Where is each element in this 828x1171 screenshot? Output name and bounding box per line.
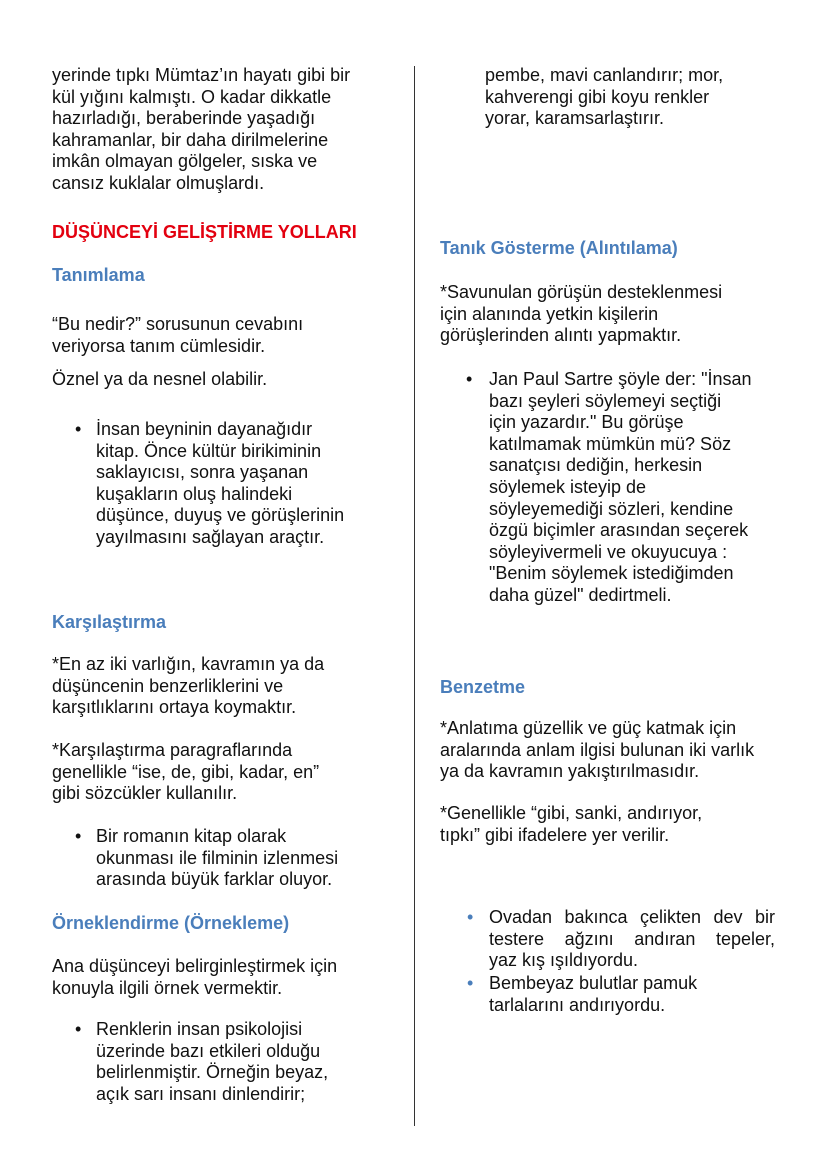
text-line: yaz kış ışıldıyordu. <box>489 950 639 971</box>
bullet-item <box>489 369 752 607</box>
bullet-item <box>96 419 344 549</box>
paragraph <box>52 740 319 805</box>
section-heading-tanik: Tanık Gösterme (Alıntılama) <box>440 238 678 258</box>
text-line: düşünce, duyuş ve görüşlerinin <box>96 505 345 526</box>
bullet-item <box>96 826 338 891</box>
text-line: yorar, karamsarlaştırır. <box>485 108 665 129</box>
text-line: testere ağzını andıran tepeler, <box>489 928 775 949</box>
text-line: imkân olmayan gölgeler, sıska ve <box>52 151 318 172</box>
text-line: kahverengi gibi koyu renkler <box>485 86 710 107</box>
text-line: kuşakların oluş halindeki <box>96 483 293 504</box>
text-line: söyleyivermeli ve okuyucuya : <box>489 541 728 562</box>
text-line: konuyla ilgili örnek vermektir. <box>52 977 283 998</box>
section-heading-orneklendirme: Örneklendirme (Örnekleme) <box>52 913 290 933</box>
text-line: üzerinde bazı etkileri olduğu <box>96 1040 321 1061</box>
text-line: açık sarı insanı dinlendirir; <box>96 1083 306 1104</box>
text-line: Bembeyaz bulutlar pamuk <box>489 973 698 993</box>
text-line: *Savunulan görüşün desteklenmesi <box>440 282 723 302</box>
text-line: katılmamak mümkün mü? Söz <box>489 433 732 454</box>
paragraph <box>440 803 702 846</box>
text-line: özgü biçimler arasından seçerek <box>489 520 749 541</box>
text-line: veriyorsa tanım cümlesidir. <box>52 335 266 356</box>
bullet-item <box>96 1019 328 1105</box>
main-heading: DÜŞÜNCEYİ GELİŞTİRME YOLLARI <box>52 222 357 242</box>
bullet-icon: • <box>467 973 474 993</box>
text-line: pembe, mavi canlandırır; mor, <box>485 65 724 85</box>
text-line: düşüncenin benzerliklerini ve <box>52 675 284 696</box>
text-line: Ovadan bakınca çelikten dev bir <box>489 907 775 927</box>
text-line: için alanında yetkin kişilerin <box>440 303 659 324</box>
text-line: gibi sözcükler kullanılır. <box>52 783 238 804</box>
text-line: genellikle “ise, de, gibi, kadar, en” <box>52 761 320 782</box>
section-heading-karsilastirma: Karşılaştırma <box>52 612 167 632</box>
text-line: Ana düşünceyi belirginleştirmek için <box>52 956 338 976</box>
bullet-icon: • <box>75 826 82 846</box>
paragraph <box>440 718 754 783</box>
text-line: sanatçısı dediğin, herkesin <box>489 455 703 476</box>
text-line: hazırladığı, beraberinde yaşadığı <box>52 108 316 129</box>
text-line: kahramanlar, bir daha dirilmelerine <box>52 129 329 150</box>
paragraph <box>52 956 337 999</box>
text-line: tarlalarını andırıyordu. <box>489 994 666 1015</box>
text-line: kül yığını kalmıştı. O kadar dikkatle <box>52 86 332 107</box>
bullet-icon: • <box>75 419 82 439</box>
intro-paragraph <box>52 65 350 195</box>
text-line: İnsan beyninin dayanağıdır <box>96 419 313 439</box>
paragraph <box>440 282 722 347</box>
section-heading-benzetme: Benzetme <box>440 677 526 697</box>
bullet-item <box>489 973 697 1016</box>
bullet-icon: • <box>466 369 473 389</box>
text-line: yerinde tıpkı Mümtaz’ın hayatı gibi bir <box>52 65 351 85</box>
text-line: cansız kuklalar olmuşlardı. <box>52 172 265 193</box>
bullet-continuation <box>485 65 723 130</box>
text-line: kitap. Önce kültür birikiminin <box>96 440 322 461</box>
text-line: için yazardır." Bu görüşe <box>489 412 684 433</box>
text-line: görüşlerinden alıntı yapmaktır. <box>440 325 682 346</box>
bullet-item <box>489 907 775 972</box>
text-line: Öznel ya da nesnel olabilir. <box>52 369 268 389</box>
text-line: aralarında anlam ilgisi bulunan iki varlık <box>440 739 755 760</box>
text-line: söyleyemediği sözleri, kendine <box>489 498 734 519</box>
text-line: ya da kavramın yakıştırılmasıdır. <box>440 761 700 782</box>
text-line: karşıtlıklarını ortaya koymaktır. <box>52 697 297 718</box>
text-line: *Genellikle “gibi, sanki, andırıyor, <box>440 803 703 823</box>
paragraph <box>52 654 324 719</box>
section-heading-tanimlama: Tanımlama <box>52 265 145 285</box>
bullet-icon: • <box>467 907 474 927</box>
text-line: arasında büyük farklar oluyor. <box>96 869 333 890</box>
text-line: *Anlatıma güzellik ve güç katmak için <box>440 718 737 738</box>
text-line: tıpkı” gibi ifadelere yer verilir. <box>440 824 670 845</box>
text-line: bazı şeyleri söylemeyi seçtiği <box>489 390 722 411</box>
text-line: *En az iki varlığın, kavramın ya da <box>52 654 325 674</box>
text-line: okunması ile filminin izlenmesi <box>96 847 339 868</box>
text-line: Bir romanın kitap olarak <box>96 826 287 846</box>
text-line: “Bu nedir?” sorusunun cevabını <box>52 314 304 334</box>
bullet-icon: • <box>75 1019 82 1039</box>
text-line: yayılmasını sağlayan araçtır. <box>96 526 325 547</box>
text-line: daha güzel" dedirtmeli. <box>489 584 672 605</box>
text-line: Jan Paul Sartre şöyle der: "İnsan <box>489 369 752 389</box>
text-line: *Karşılaştırma paragraflarında <box>52 740 293 760</box>
text-line: belirlenmiştir. Örneğin beyaz, <box>96 1062 329 1083</box>
text-line: Renklerin insan psikolojisi <box>96 1019 303 1039</box>
text-line: saklayıcısı, sonra yaşanan <box>96 462 309 483</box>
column-divider <box>414 66 415 1126</box>
text-line: "Benim söylemek istediğimden <box>489 563 734 584</box>
paragraph <box>52 369 267 391</box>
paragraph <box>52 314 303 357</box>
text-line: söylemek isteyip de <box>489 476 647 497</box>
